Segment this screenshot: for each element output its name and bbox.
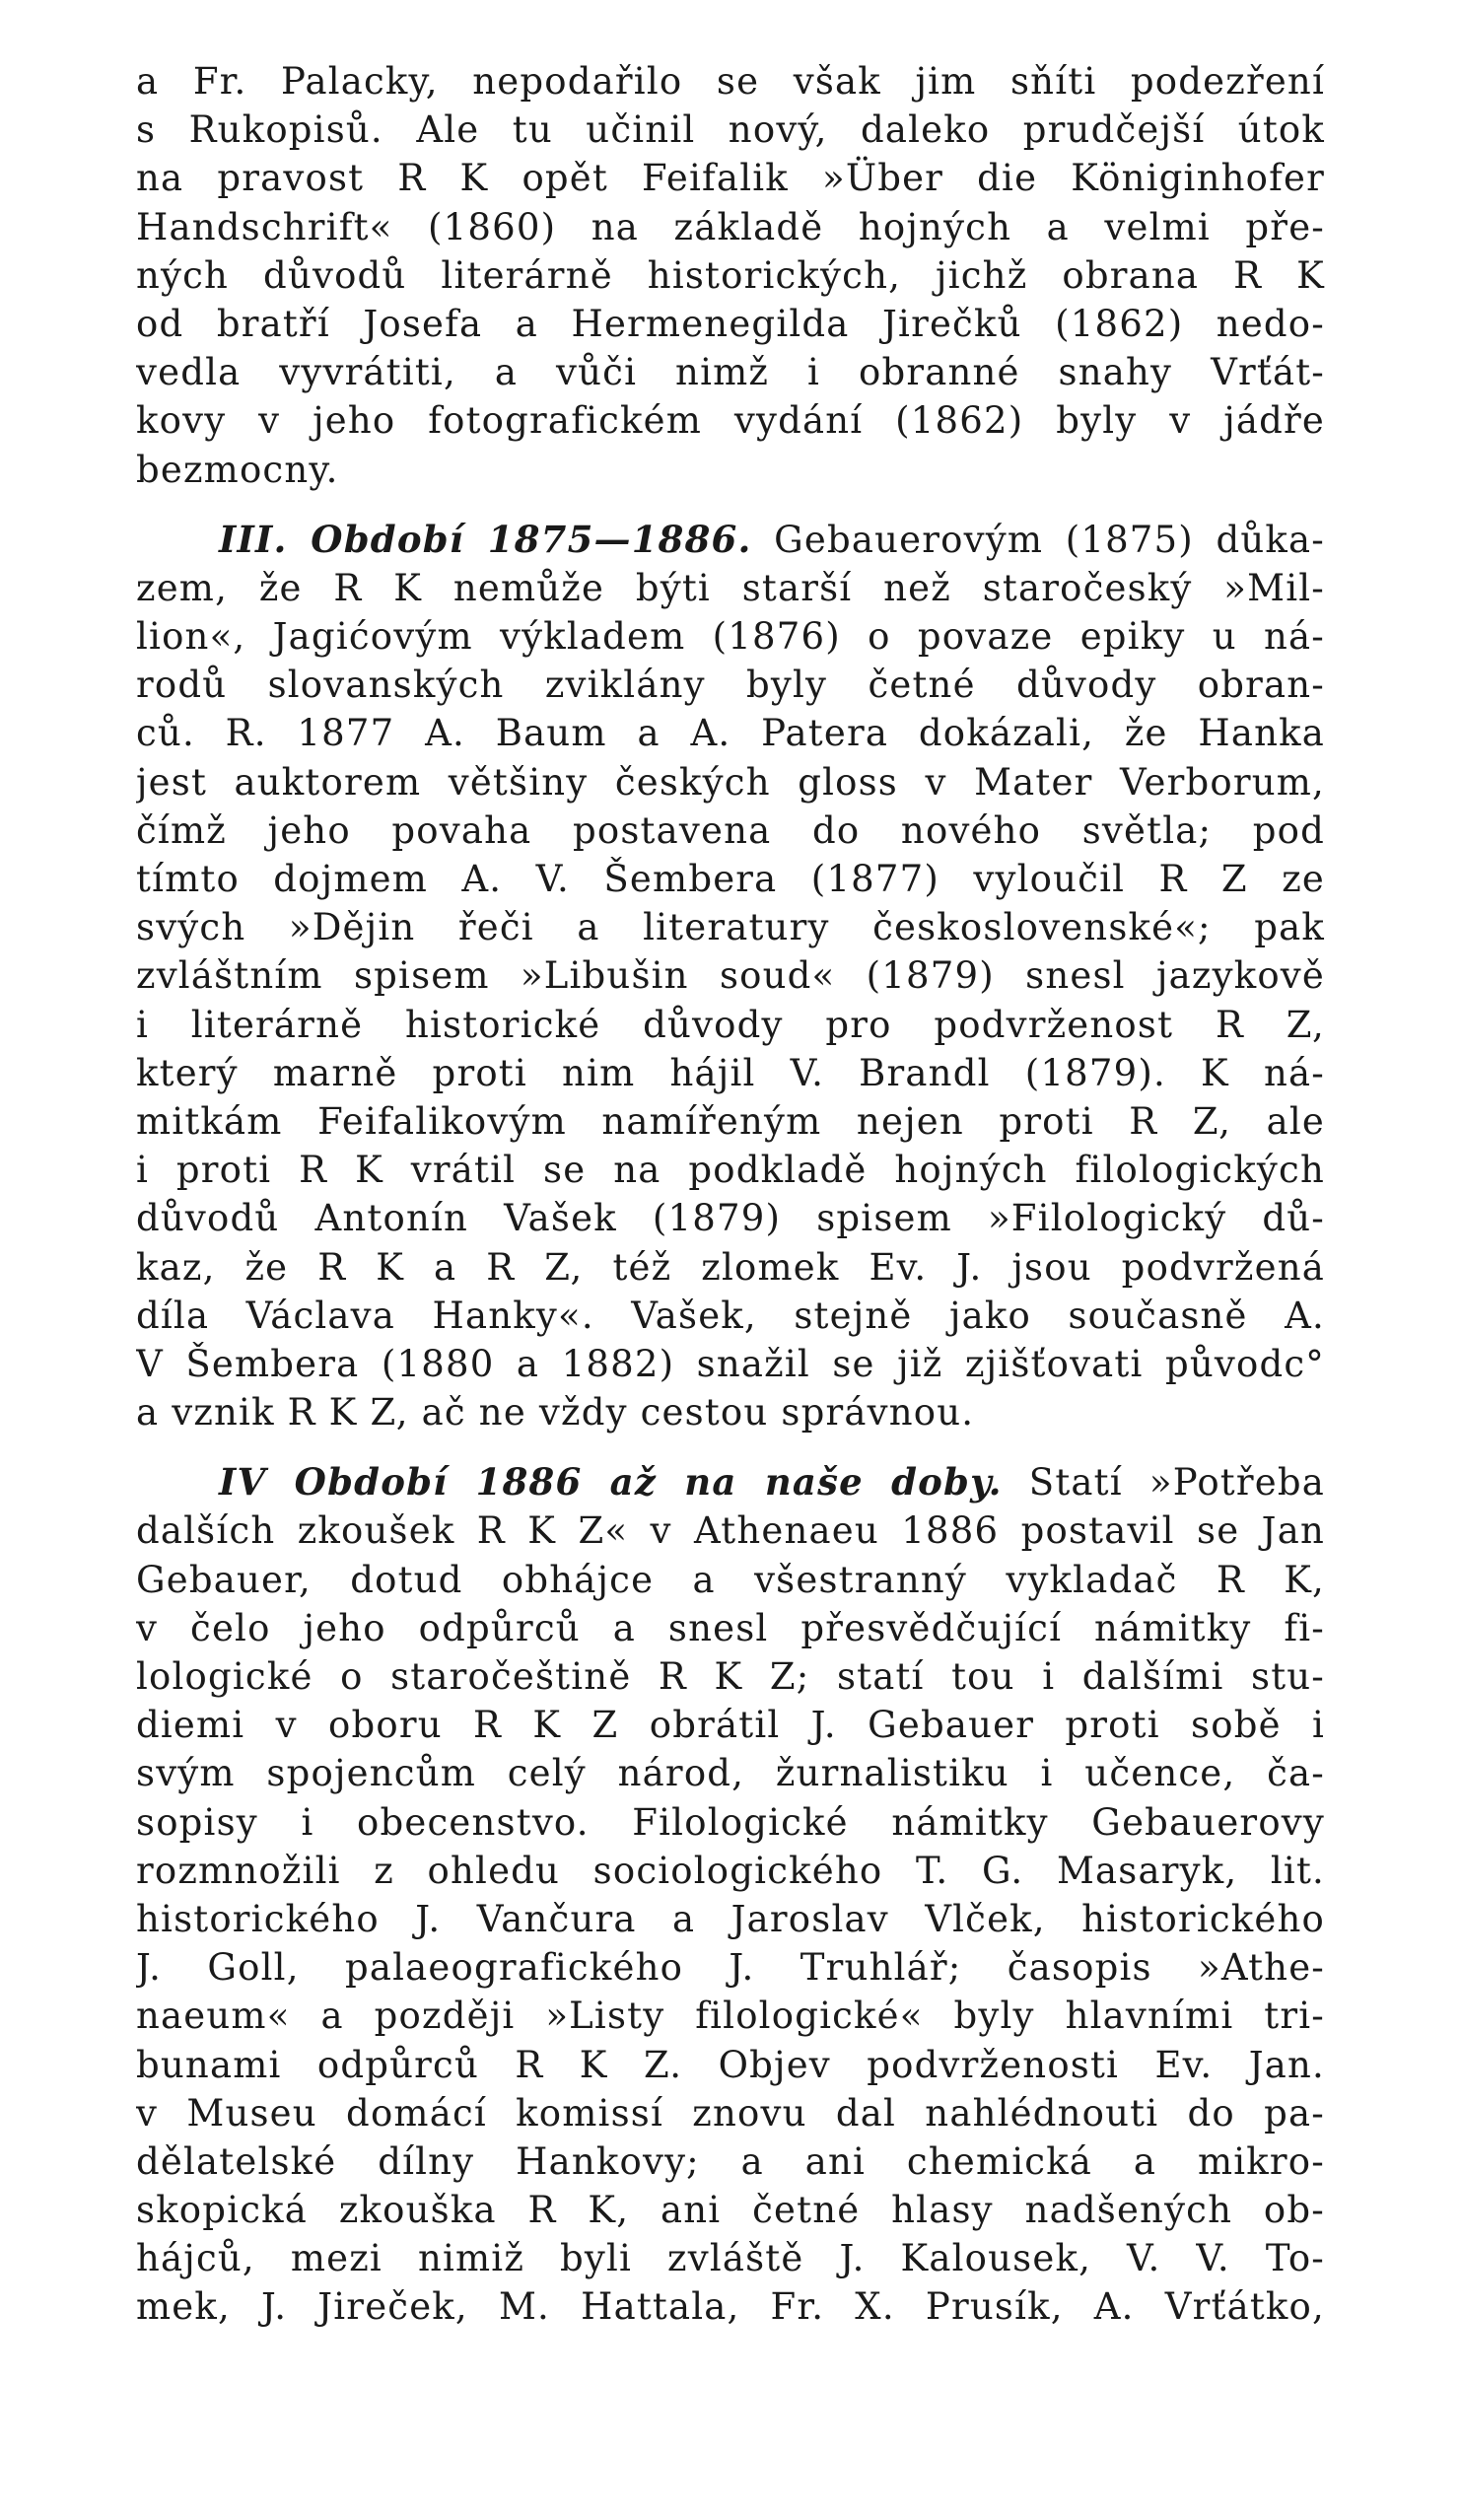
text-line: zvláštním spisem »Libušin soud« (1879) snesl jazykově bbox=[136, 954, 1325, 998]
text-line: lion«, Jagićovým výkladem (1876) o povaze epiky u ná- bbox=[136, 615, 1325, 659]
text-line: díla Václava Hanky«. Vašek, stejně jako současně A. bbox=[136, 1294, 1325, 1337]
paragraph-period-iii bbox=[136, 516, 1325, 1437]
paragraph-gap bbox=[136, 494, 1325, 516]
text-line: i proti R K vrátil se na podkladě hojných filologických bbox=[136, 1149, 1325, 1192]
text-line: hájců, mezi nimiž byli zvláště J. Kalousek, V. V. To- bbox=[136, 2237, 1325, 2280]
text-line: Gebauer, dotud obhájce a všestranný vykladač R K, bbox=[136, 1558, 1325, 1601]
text-line: čímž jeho povaha postavena do nového světla; pod bbox=[136, 808, 1325, 852]
text-line: zem, že R K nemůže býti starší než staročeský »Mil- bbox=[136, 566, 1325, 609]
text-line: s Rukopisů. Ale tu učinil nový, daleko prudčejší útok bbox=[136, 108, 1325, 152]
text-line: jest auktorem většiny českých gloss v Mater Verborum, bbox=[136, 760, 1325, 804]
text-line: který marně proti nim hájil V. Brandl (1879). K ná- bbox=[136, 1051, 1325, 1094]
paragraph-intro bbox=[136, 57, 1325, 494]
text-line: mitkám Feifalikovým namířeným nejen proti R Z, ale bbox=[136, 1099, 1325, 1143]
text-line: skopická zkouška R K, ani četné hlasy nadšených ob- bbox=[136, 2189, 1325, 2232]
text-line: i literárně historické důvody pro podvrženost R Z, bbox=[136, 1003, 1325, 1046]
text-line: dalších zkoušek R K Z« v Athenaeu 1886 postavil se Jan bbox=[136, 1509, 1325, 1553]
text-line: vedla vyvrátiti, a vůči nimž i obranné snahy Vrťát- bbox=[136, 351, 1325, 394]
text-line: ců. R. 1877 A. Baum a A. Patera dokázali, že Hanka bbox=[136, 712, 1325, 755]
text-line: od bratří Josefa a Hermenegilda Jirečků (1862) nedo- bbox=[136, 302, 1325, 345]
text-line: tímto dojmem A. V. Šembera (1877) vyloučil R Z ze bbox=[136, 858, 1325, 900]
text-line: dělatelské dílny Hankovy; a ani chemická a mikro- bbox=[136, 2139, 1325, 2183]
text-line: důvodů Antonín Vašek (1879) spisem »Filologický dů- bbox=[136, 1197, 1325, 1240]
text-run: Statí »Potřeba bbox=[1028, 1461, 1325, 1505]
text-line: na pravost R K opět Feifalik »Über die Königinhofer bbox=[136, 157, 1325, 200]
text-line: a Fr. Palacky, nepodařilo se však jim sňíti podezření bbox=[136, 60, 1325, 103]
text-line: lologické o staročeštině R K Z; statí tou i dalšími stu- bbox=[136, 1655, 1325, 1698]
text-line: v čelo jeho odpůrců a snesl přesvědčující námitky fi- bbox=[136, 1606, 1325, 1649]
text-line: Handschrift« (1860) na základě hojných a velmi pře- bbox=[136, 205, 1325, 248]
text-line: a vznik R K Z, ač ne vždy cestou správnou. bbox=[136, 1391, 975, 1435]
paragraph-gap bbox=[136, 1436, 1325, 1458]
text-line: ných důvodů literárně historických, jichž obrana R K bbox=[136, 253, 1325, 297]
text-line: rodů slovanských zviklány byly četné důvody obran- bbox=[136, 664, 1325, 707]
text-line: kovy v jeho fotografickém vydání (1862) byly v jádře bbox=[136, 399, 1325, 443]
document-page bbox=[136, 57, 1325, 2332]
text-line: svým spojencům celý národ, žurnalistiku i učence, ča- bbox=[136, 1752, 1325, 1795]
text-line: svých »Dějin řeči a literatury československé«; pak bbox=[136, 906, 1325, 949]
text-line: J. Goll, palaeografického J. Truhlář; časopis »Athe- bbox=[136, 1946, 1325, 1990]
text-line: bezmocny. bbox=[136, 448, 339, 491]
text-line bbox=[136, 516, 1325, 564]
text-line: kaz, že R K a R Z, též zlomek Ev. J. jsou podvržená bbox=[136, 1245, 1325, 1289]
text-line: mek, J. Jireček, M. Hattala, Fr. X. Prusík, A. Vrťátko, bbox=[136, 2285, 1325, 2329]
text-line: historického J. Vančura a Jaroslav Vlček, historického bbox=[136, 1897, 1325, 1940]
text-line: V Šembera (1880 a 1882) snažil se již zjišťovati původc° bbox=[136, 1342, 1325, 1385]
text-line: v Museu domácí komissí znovu dal nahlédnouti do pa- bbox=[136, 2091, 1325, 2135]
text-line: sopisy i obecenstvo. Filologické námitky Gebauerovy bbox=[136, 1800, 1325, 1844]
text-line: bunami odpůrců R K Z. Objev podvrženosti Ev. Jan. bbox=[136, 2043, 1325, 2086]
text-run: Gebauerovým (1875) důka- bbox=[774, 518, 1325, 561]
section-heading: III. Období 1875—1886. bbox=[219, 517, 752, 561]
paragraph-period-iv bbox=[136, 1458, 1325, 2331]
text-line: naeum« a později »Listy filologické« byly hlavními tri- bbox=[136, 1995, 1325, 2038]
text-line bbox=[136, 1458, 1325, 1506]
section-heading: IV Období 1886 až na naše doby. bbox=[219, 1460, 1003, 1505]
text-line: rozmnožili z ohledu sociologického T. G. Masaryk, lit. bbox=[136, 1849, 1325, 1892]
text-line: diemi v oboru R K Z obrátil J. Gebauer proti sobě i bbox=[136, 1704, 1325, 1747]
